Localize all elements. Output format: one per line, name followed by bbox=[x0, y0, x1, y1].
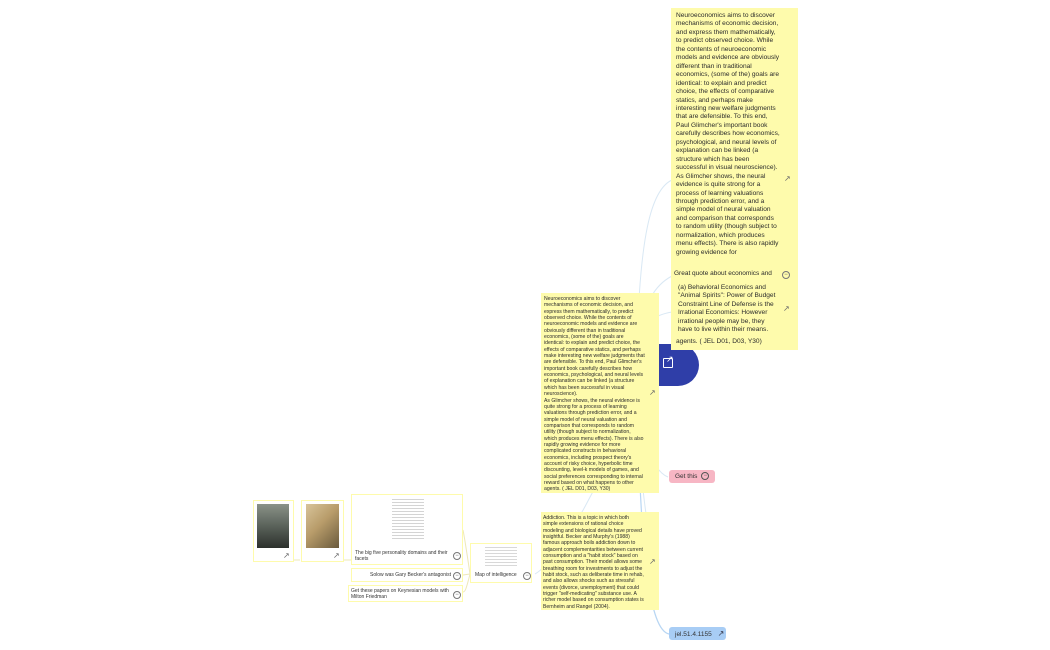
big-five-label: The big five personality domains and their facets bbox=[355, 550, 448, 562]
jel-node[interactable] bbox=[669, 627, 726, 640]
behavioral-note-tail: agents. ( JEL D01, D03, Y30) bbox=[676, 338, 762, 345]
get-this-label: Get this bbox=[675, 473, 698, 480]
image-node-portrait[interactable] bbox=[253, 500, 294, 562]
map-label: Map of intelligence bbox=[475, 572, 517, 578]
big-five-node[interactable] bbox=[351, 494, 463, 565]
jel-label: jel.51.4.1155 bbox=[675, 631, 712, 638]
middle-note-paragraph-2: As Glimcher shows, the neural evidence is quite strong for a process of learning valuations through prediction error, and a simple model of neural valuation and comparison that corresponds to random utility (though subject to normalization, which produces menu effects). There is also rapidly growing evidence for more complicated constructs in behavioral economics, including prospect theory's account of risky choice, hyperbolic time discounting, level-k models of games, and social preferences corresponding to internal reward based on what happens to other agents. ( JEL D01, D03, Y30) bbox=[544, 397, 644, 493]
external-link-arrow: ↗ bbox=[666, 354, 674, 364]
collapse-icon[interactable]: − bbox=[701, 472, 709, 480]
addiction-note[interactable] bbox=[541, 512, 659, 610]
behavioral-note[interactable] bbox=[671, 282, 798, 350]
papers-node[interactable] bbox=[348, 585, 463, 602]
addiction-note-text: Addiction. This is a topic in which both simple extensions of rational choice modeling and biological details have proved insightful. Becker and Murphy's (1988) famous approach boils addiction down to adjacent complementarities between current consumption and a "habit stock" based on past consumption. Their model allows some breathing room for investments to adjust the habit stock, such as deliberate time in rehab, and also allows shocks such as stressful events (divorce, unemployment) that could trigger "self-medicating" substance use. A richer model based on consumption states is Bernheim and Rangel (2004). bbox=[543, 515, 644, 610]
top-note-text: Neuroeconomics aims to discover mechanisms of economic decision, and express them mathematically, to predict observed choice. While the contents of neuroeconomic models and evidence are obviously different than in traditional economics, (some of the) goals are identical: to explain and predict choice, the effects of comparative statics, and perhaps make interesting new welfare judgments that are defensible. To this end, Paul Glimcher's important book carefully describes how economics, psychological, and neural levels of explanation can be linked (a structure which has been successful in visual neuroscience). As Glimcher shows, the neural evidence is quite strong for a process of learning valuations through prediction error, and a simple model of neural valuation and comparison that corresponds to random utility (though subject to normalization, which produces menu effects). There is also rapidly growing evidence for bbox=[676, 12, 780, 256]
solow-label: Solow was Gary Becker's antagonist bbox=[370, 572, 451, 578]
external-link-icon[interactable]: ↗ bbox=[283, 551, 290, 560]
get-this-node[interactable] bbox=[669, 470, 715, 483]
personality-thumbnail bbox=[392, 499, 424, 541]
quote-node[interactable] bbox=[671, 268, 798, 280]
external-link-icon[interactable]: ↗ bbox=[649, 388, 656, 397]
behavioral-note-text: (a) Behavioral Economics and "Animal Spirits": Power of Budget Constraint Line of Defense is the Irrational Economics: However irrational people may be, they have to live within their means. bbox=[678, 284, 776, 334]
external-link-icon[interactable]: ↗ bbox=[717, 629, 725, 638]
collapse-icon[interactable]: − bbox=[523, 572, 531, 580]
middle-note-paragraph-1: Neuroeconomics aims to discover mechanisms of economic decision, and express them mathematically, to predict observed choice. While the contents of neuroeconomic models and evidence are obviously different than in traditional economics, (some of the) goals are identical: to explain and predict choice, the effects of comparative statics, and perhaps make interesting new welfare judgments that are defensible. To this end, Paul Glimcher's important book carefully describes how economics, psychological, and neural levels of explanation can be linked (a structure which has been successful in visual neuroscience). bbox=[544, 296, 645, 398]
external-link-icon[interactable]: ↗ bbox=[333, 551, 340, 560]
collapse-icon[interactable]: − bbox=[453, 591, 461, 599]
collapse-icon[interactable]: − bbox=[782, 271, 790, 279]
image-node-book[interactable] bbox=[301, 500, 344, 562]
book-cover-image bbox=[306, 504, 339, 548]
map-thumbnail bbox=[485, 546, 517, 568]
link-branches bbox=[463, 530, 470, 592]
external-link-icon[interactable]: ↗ bbox=[783, 304, 790, 313]
collapse-icon[interactable]: − bbox=[453, 572, 461, 580]
map-of-intelligence-node[interactable] bbox=[470, 543, 532, 583]
external-link-icon[interactable]: ↗ bbox=[649, 557, 656, 566]
middle-note[interactable] bbox=[541, 293, 659, 493]
collapse-icon[interactable]: − bbox=[453, 552, 461, 560]
papers-label: Get these papers on Keynesian models with Milton Friedman bbox=[351, 588, 449, 600]
solow-node[interactable] bbox=[351, 568, 463, 582]
portrait-image bbox=[257, 504, 289, 548]
quote-label: Great quote about economics and bbox=[674, 270, 772, 277]
external-link-icon[interactable]: ↗ bbox=[784, 174, 791, 183]
